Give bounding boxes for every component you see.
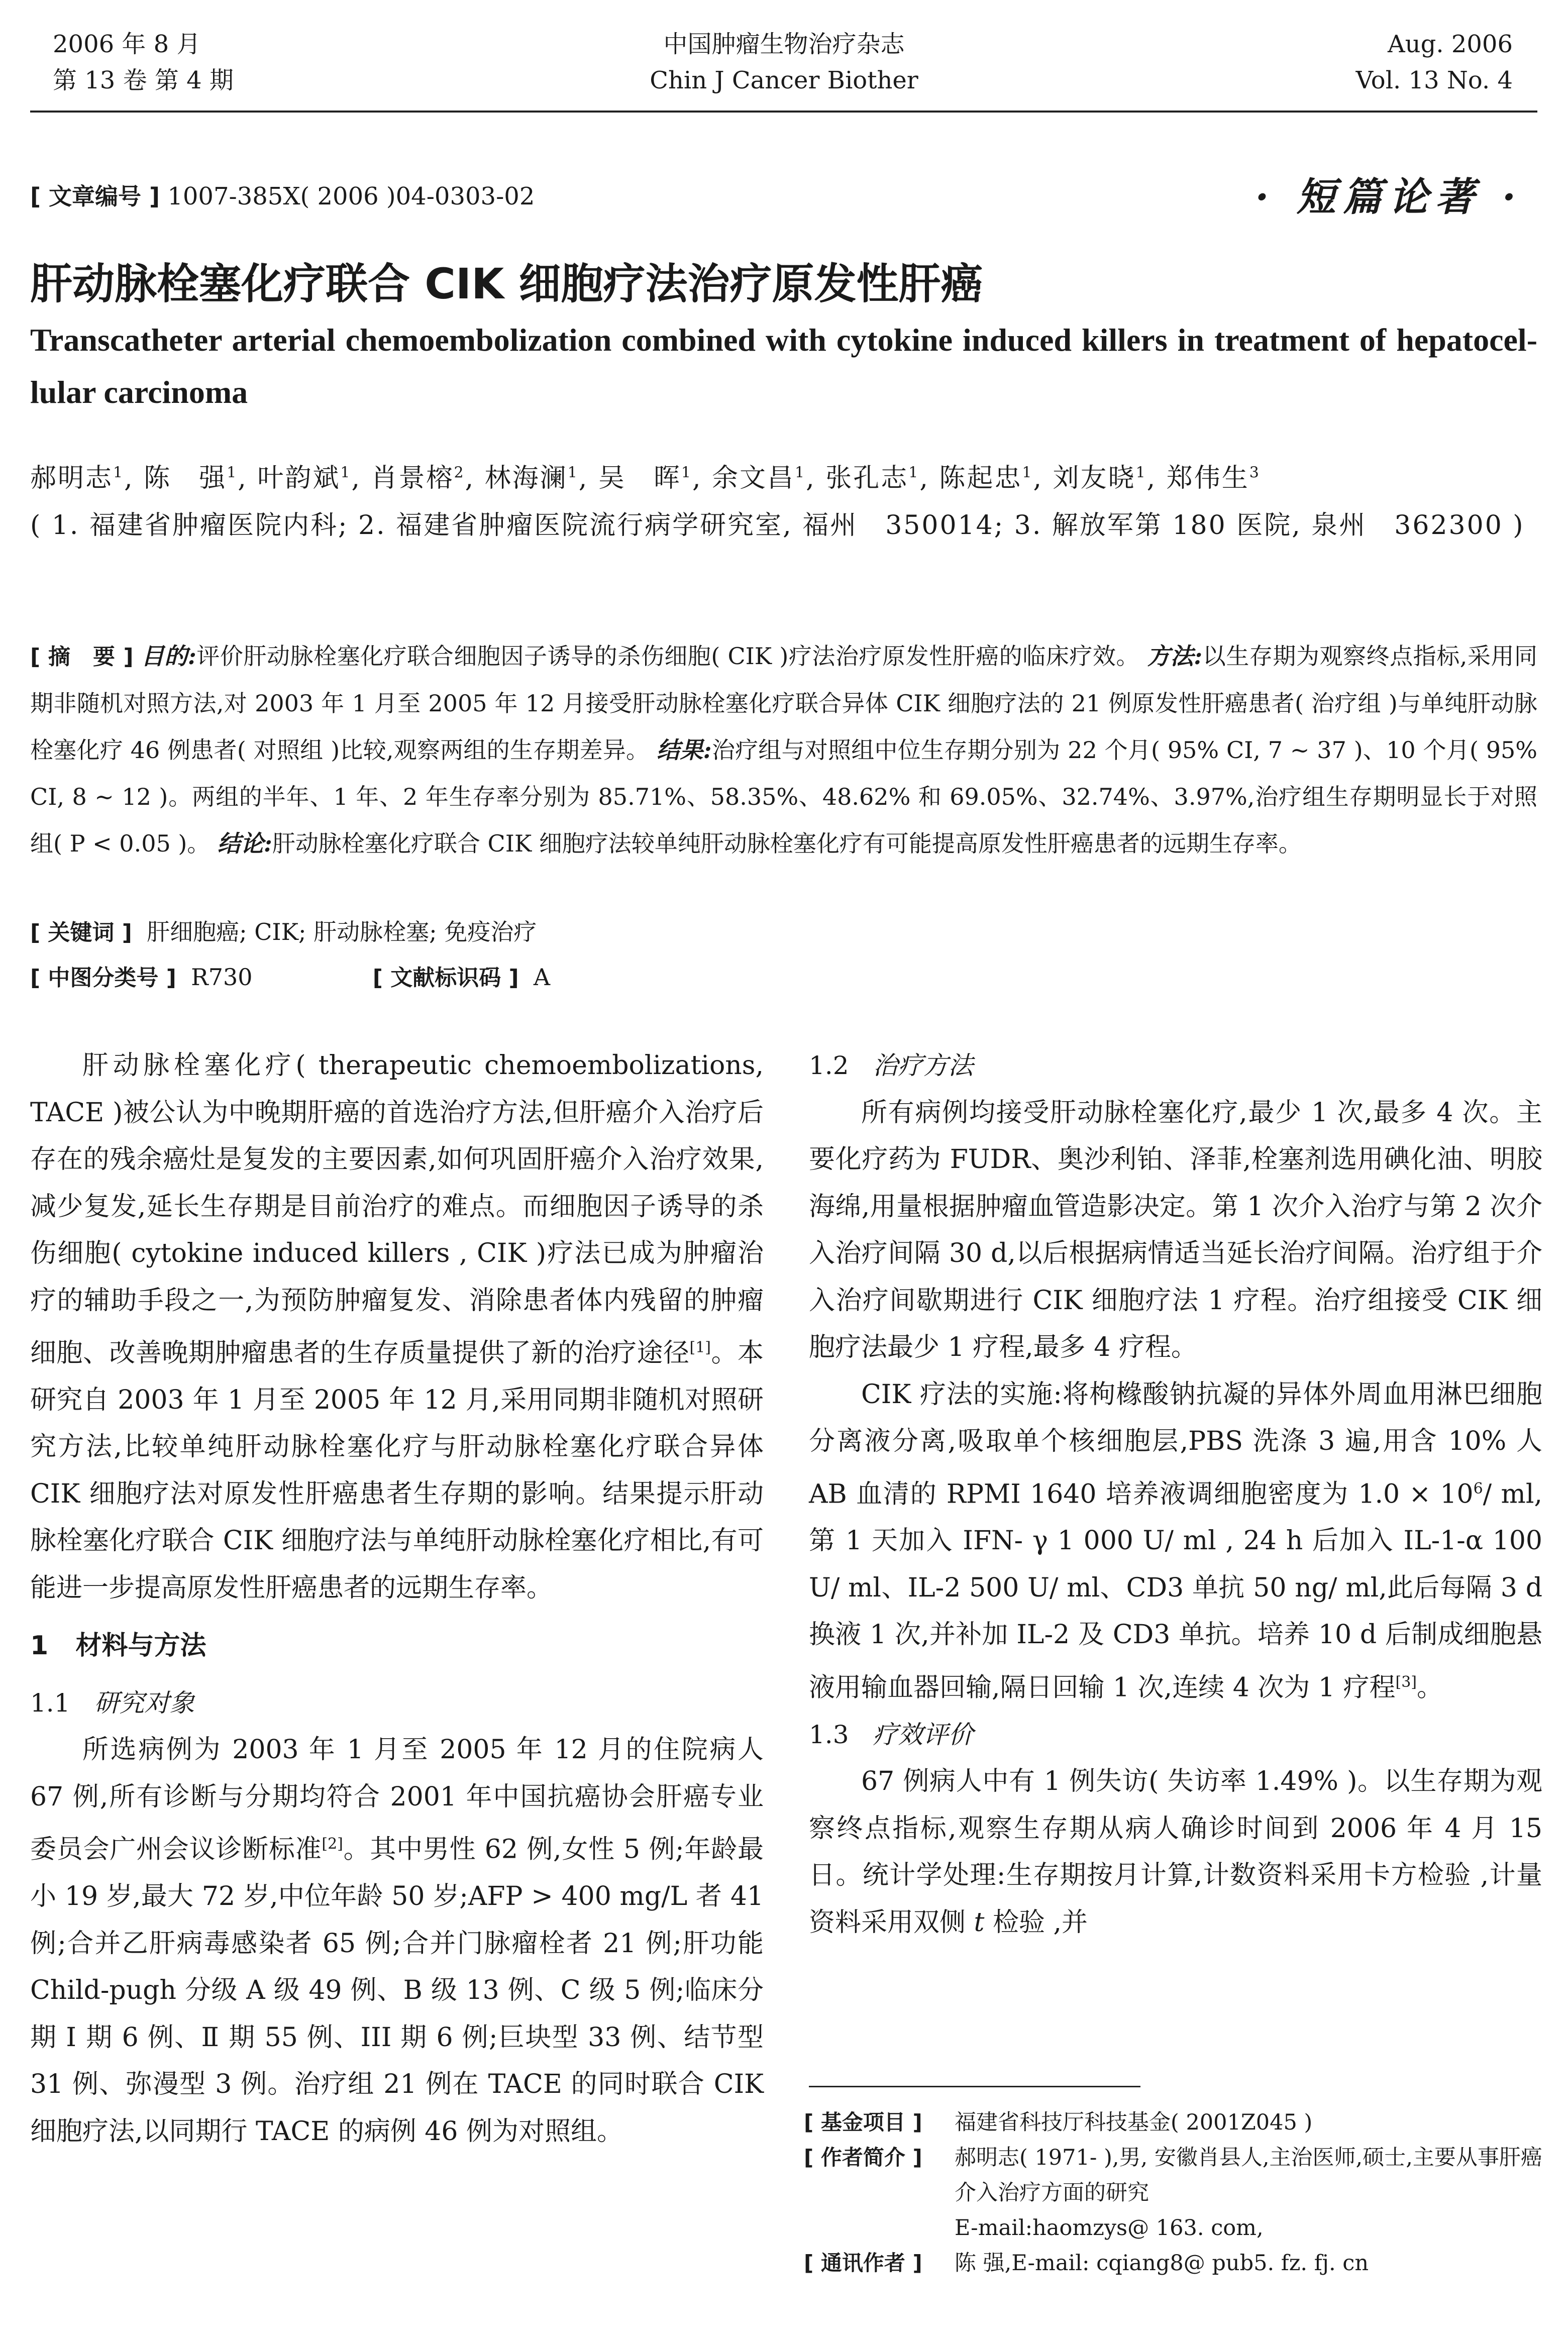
doc-code-label: [ 文献标识码 ] bbox=[372, 965, 519, 991]
body-column-right bbox=[809, 1042, 1542, 1946]
author: 陈 强$^1$ bbox=[144, 463, 238, 494]
author: 刘友晓$^1$ bbox=[1053, 463, 1147, 494]
objective-text: 评价肝动脉栓塞化疗联合细胞因子诱导的杀伤细胞( CIK )疗法治疗原发性肝癌的临床疗效。 bbox=[196, 643, 1139, 670]
article-title-en: Transcatheter arterial chemoembolization combined with cytokine induced killers in treatment of hepatocel-lular carcinoma bbox=[30, 322, 1537, 410]
section-tag: · 短篇论著 · bbox=[1255, 174, 1523, 220]
paragraph: CIK 疗法的实施:将枸橼酸钠抗凝的异体外周血用淋巴细胞分离液分离,吸取单个核细胞层,PBS 洗涤 3 遍,用含 10% 人 AB 血清的 RPMI 1640 培养液调细胞密度为 $1.0 \times 10^6/$ ml,第 1 天加入 IFN- γ 1 000 U/ ml , 24 h 后加入 IL-1-α 100 U/ ml、IL-2 500 U/ ml、CD3 单抗 50 ng/ ml,此后每隔 3 d 换液 1 次,并补加 IL-2 及 CD3 单抗。培养 10 d 后制成细胞悬液用输血器回输,隔日回输 1 次,连续 4 次为 1 疗程[3]。 bbox=[809, 1379, 1542, 1703]
author: 吴 晖$^1$ bbox=[598, 463, 692, 494]
author: 余文昌$^1$ bbox=[712, 463, 806, 494]
footnotes bbox=[804, 2105, 1547, 2281]
subsection-heading: 1.1 研究对象 bbox=[30, 1688, 195, 1718]
author: 郝明志$^1$ bbox=[30, 463, 125, 494]
results-label: 结果: bbox=[657, 736, 712, 764]
keywords-value: 肝细胞癌; CIK; 肝动脉栓塞; 免疫治疗 bbox=[147, 918, 537, 945]
author-email: E-mail:haomzys@ 163. com, bbox=[955, 2215, 1264, 2241]
citation: [1] bbox=[689, 1339, 711, 1356]
footnote-funding: [ 基金项目 ] 福建省科技厅科技基金( 2001Z045 ) bbox=[804, 2110, 1313, 2135]
citation: [3] bbox=[1395, 1673, 1417, 1691]
subsection-heading: 1.2 治疗方法 bbox=[809, 1051, 974, 1080]
header-rule bbox=[30, 111, 1537, 113]
article-number-value: 1007-385X( 2006 )04-0303-02 bbox=[167, 182, 535, 210]
article-number bbox=[30, 178, 535, 211]
section-heading: 1 材料与方法 bbox=[30, 1631, 206, 1661]
footnote-author-bio: [ 作者简介 ] 郝明志( 1971- ),男, 安徽肖县人,主治医师,硕士,主要从事肝癌介入治疗方面的研究 E-mail:haomzys@ 163. com, bbox=[804, 2140, 1547, 2246]
results-text: 治疗组与对照组中位生存期分别为 22 个月( 95% CI, 7 ~ 37 )、10 个月( 95% CI, 8 ~ 12 )。两组的半年、1 年、2 年生存率分别为 85.71%、58.35%、48.62% 和 69.05%、32.74%、3.97%,治疗组生存期明显长于对照组( P < 0.05 )。 bbox=[30, 736, 1537, 857]
author: 林海澜$^1$ bbox=[484, 463, 579, 494]
footnote-rule bbox=[809, 2086, 1140, 2087]
paragraph: 67 例病人中有 1 例失访( 失访率 1.49% )。以生存期为观察终点指标,观察生存期从病人确诊时间到 2006 年 4 月 15 日。统计学处理:生存期按月计算,计数资料采用卡方检验 ,计量资料采用双侧 t 检验 ,并 bbox=[809, 1766, 1542, 1938]
volume-issue-cn: 第 13 卷 第 4 期 bbox=[53, 66, 234, 94]
article-number-label: [ 文章编号 ] bbox=[30, 183, 160, 210]
clc-value: R730 bbox=[191, 964, 253, 991]
author-list: 郝明志$^1$, 陈 强$^1$, 叶韵斌$^1$, 肖景榕$^2$, 林海澜$^1$, 吴 晖$^1$, 余文昌$^1$, 张孔志$^1$, 陈起忠$^1$, 刘友晓$^1$, 郑伟生$^3$ bbox=[30, 463, 1261, 494]
affiliations: ( 1. 福建省肿瘤医院内科; 2. 福建省肿瘤医院流行病学研究室, 福州 350014; 3. 解放军第 180 医院, 泉州 362300 ) bbox=[30, 510, 1525, 541]
citation: [2] bbox=[322, 1835, 343, 1853]
author: 张孔志$^1$ bbox=[825, 463, 920, 494]
objective-label: 目的: bbox=[141, 643, 196, 670]
running-header-center bbox=[0, 26, 1568, 98]
running-header-right bbox=[1356, 26, 1513, 98]
volume-issue-en: Vol. 13 No. 4 bbox=[1355, 66, 1513, 94]
author: 陈起忠$^1$ bbox=[939, 463, 1033, 494]
journal-name-en: Chin J Cancer Biother bbox=[650, 66, 918, 94]
issue-date-en: Aug. 2006 bbox=[1388, 30, 1513, 58]
keywords-label: [ 关键词 ] bbox=[30, 920, 132, 945]
body-column-left bbox=[30, 1042, 764, 2155]
paragraph: 所选病例为 2003 年 1 月至 2005 年 12 月的住院病人 67 例,所有诊断与分期均符合 2001 年中国抗癌协会肝癌专业委员会广州会议诊断标准[2]。其中男性 62 例,女性 5 例;年龄最小 19 岁,最大 72 岁,中位年龄 50 岁;AFP > 400 mg/L 者 41 例;合并乙肝病毒感染者 65 例;合并门脉瘤栓者 21 例;肝功能 Child-pugh 分级 A 级 49 例、B 级 13 例、C 级 5 例;临床分期 Ⅰ 期 6 例、Ⅱ 期 55 例、III 期 6 例;巨块型 33 例、结节型 31 例、弥漫型 3 例。治疗组 21 例在 TACE 的同时联合 CIK 细胞疗法,以同期行 TACE 的病例 46 例为对照组。 bbox=[30, 1735, 764, 2147]
paragraph: 所有病例均接受肝动脉栓塞化疗,最少 1 次,最多 4 次。主要化疗药为 FUDR、奥沙利铂、泽菲,栓塞剂选用碘化油、明胶海绵,用量根据肿瘤血管造影决定。第 1 次介入治疗与第 2 次介入治疗间隔 30 d,以后根据病情适当延长治疗间隔。治疗组于介入治疗间歇期进行 CIK 细胞疗法 1 疗程。治疗组接受 CIK 细胞疗法最少 1 疗程,最多 4 疗程。 bbox=[809, 1097, 1542, 1362]
abstract-label: [ 摘 要 ] bbox=[30, 644, 134, 670]
conclusion-label: 结论: bbox=[217, 830, 272, 857]
author: 郑伟生$^3$ bbox=[1166, 463, 1261, 494]
keywords bbox=[30, 914, 537, 950]
subsection-heading: 1.3 疗效评价 bbox=[809, 1720, 974, 1749]
footnote-corresponding: [ 通讯作者 ] 陈 强,E-mail: cqiang8@ pub5. fz. fj. cn bbox=[804, 2251, 1369, 2276]
journal-name-cn: 中国肿瘤生物治疗杂志 bbox=[663, 30, 905, 58]
author: 叶韵斌$^1$ bbox=[257, 463, 352, 494]
conclusion-text: 肝动脉栓塞化疗联合 CIK 细胞疗法较单纯肝动脉栓塞化疗有可能提高原发性肝癌患者的远期生存率。 bbox=[272, 830, 1302, 857]
clc-label: [ 中图分类号 ] bbox=[30, 965, 176, 991]
doc-code-value: A bbox=[533, 964, 551, 991]
abstract bbox=[30, 633, 1537, 867]
methods-text: 以生存期为观察终点指标,采用同期非随机对照方法,对 2003 年 1 月至 2005 年 12 月接受肝动脉栓塞化疗联合异体 CIK 细胞疗法的 21 例原发性肝癌患者( 治疗组 )与单纯肝动脉栓塞化疗 46 例患者( 对照组 )比较,观察两组的生存期差异。 bbox=[30, 643, 1538, 764]
article-title-cn: 肝动脉栓塞化疗联合 CIK 细胞疗法治疗原发性肝癌 bbox=[30, 259, 983, 308]
author-block bbox=[30, 450, 1537, 549]
author: 肖景榕$^2$ bbox=[371, 463, 465, 494]
methods-label: 方法: bbox=[1147, 643, 1203, 670]
classification bbox=[30, 960, 550, 996]
issue-date-cn: 2006 年 8 月 bbox=[53, 30, 201, 58]
intro-paragraph: 肝动脉栓塞化疗( therapeutic chemoembolizations, TACE )被公认为中晚期肝癌的首选治疗方法,但肝癌介入治疗后存在的残余癌灶是复发的主要因素,如何巩固肝癌介入治疗效果,减少复发,延长生存期是目前治疗的难点。而细胞因子诱导的杀伤细胞( cytokine induced killers , CIK )疗法已成为肿瘤治疗的辅助手段之一,为预防肿瘤复发、消除患者体内残留的肿瘤细胞、改善晚期肿瘤患者的生存质量提供了新的治疗途径[1]。本研究自 2003 年 1 月至 2005 年 12 月,采用同期非随机对照研究方法,比较单纯肝动脉栓塞化疗与肝动脉栓塞化疗联合异体 CIK 细胞疗法对原发性肝癌患者生存期的影响。结果提示肝动脉栓塞化疗联合 CIK 细胞疗法与单纯肝动脉栓塞化疗相比,有可能进一步提高原发性肝癌患者的远期生存率。 bbox=[30, 1050, 764, 1603]
